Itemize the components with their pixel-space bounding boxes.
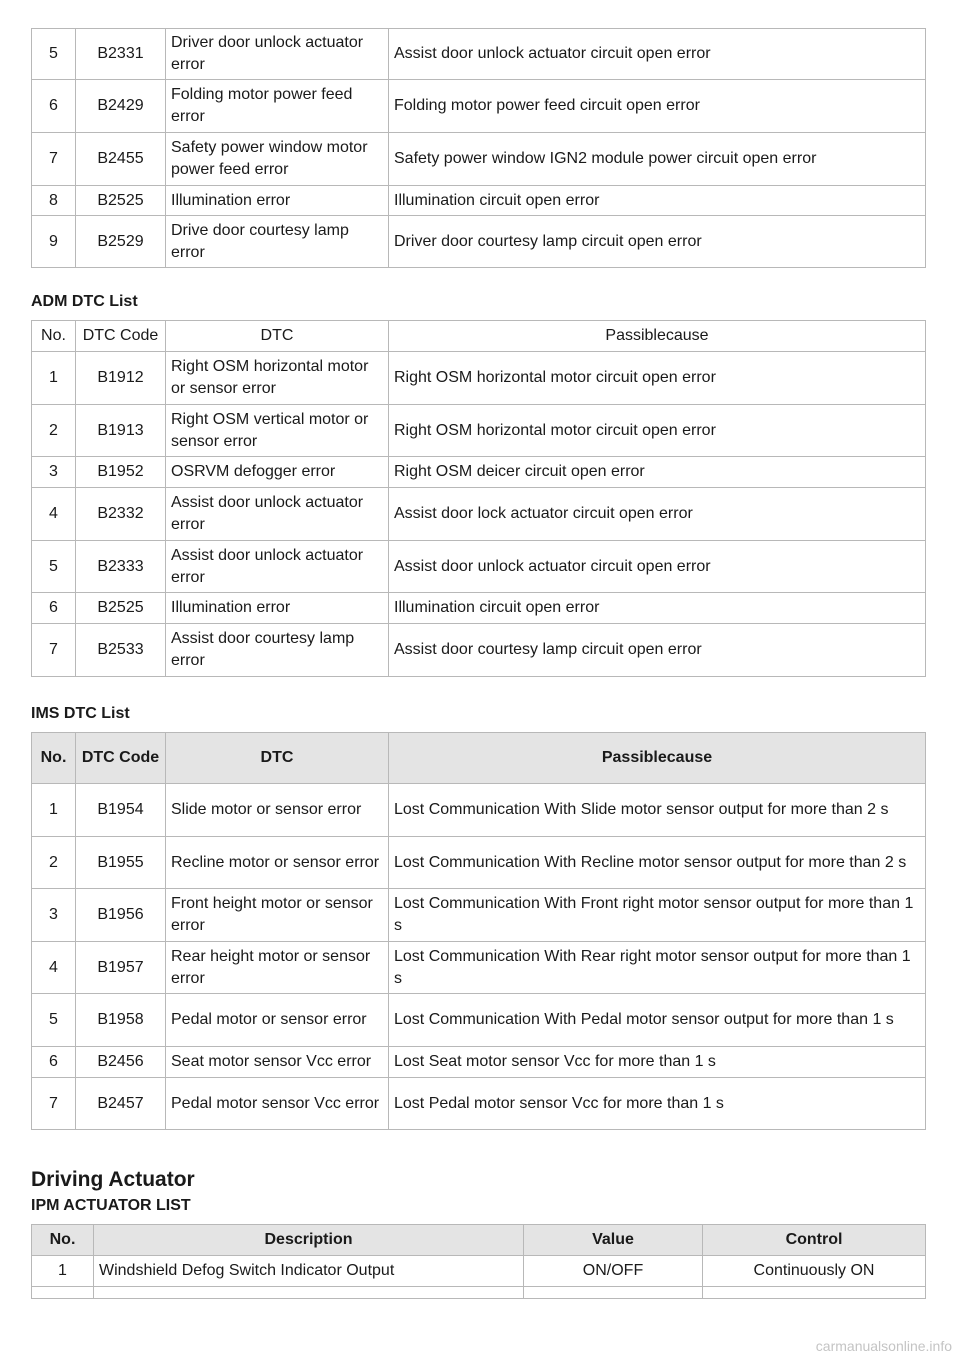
header-dtc: DTC <box>166 733 389 784</box>
cell-no: 2 <box>32 405 76 457</box>
table-header-row <box>32 1225 926 1256</box>
cell-no: 5 <box>32 994 76 1047</box>
cell-no: 5 <box>32 541 76 593</box>
cell-code: B1954 <box>76 784 166 837</box>
cell-dtc: Safety power window motor power feed error <box>166 133 389 186</box>
header-dtc: DTC <box>166 321 389 352</box>
header-cause: Passiblecause <box>389 321 926 352</box>
cell-code: B2331 <box>76 29 166 80</box>
cell-code: B1913 <box>76 405 166 457</box>
cell-cause: Assist door lock actuator circuit open error <box>389 488 926 541</box>
cell-dtc: Pedal motor sensor Vcc error <box>166 1078 389 1130</box>
cell-cause: Illumination circuit open error <box>389 186 926 216</box>
table-row <box>32 994 926 1047</box>
table-row <box>32 352 926 405</box>
cell-cause: Lost Seat motor sensor Vcc for more than 1 s <box>389 1047 926 1078</box>
cell-dtc: Rear height motor or sensor error <box>166 942 389 994</box>
cell-dtc: Right OSM horizontal motor or sensor error <box>166 352 389 405</box>
cell-cause: Lost Communication With Slide motor sensor output for more than 2 s <box>389 784 926 837</box>
cell-dtc: Illumination error <box>166 593 389 624</box>
header-no: No. <box>32 321 76 352</box>
cell-code: B2525 <box>76 186 166 216</box>
header-value: Value <box>524 1225 703 1256</box>
cell-no: 6 <box>32 80 76 133</box>
cell-code: B2333 <box>76 541 166 593</box>
table-header-row <box>32 321 926 352</box>
table-row <box>32 1078 926 1130</box>
cell-cause: Right OSM horizontal motor circuit open error <box>389 405 926 457</box>
header-no: No. <box>32 1225 94 1256</box>
cell-no: 7 <box>32 624 76 677</box>
table-row <box>32 216 926 268</box>
header-description: Description <box>94 1225 524 1256</box>
table-row <box>32 1256 926 1287</box>
table-row <box>32 1047 926 1078</box>
cell-no: 1 <box>32 784 76 837</box>
cell-dtc: Assist door unlock actuator error <box>166 541 389 593</box>
cell-cause: Folding motor power feed circuit open error <box>389 80 926 133</box>
cell-cause: Lost Communication With Rear right motor sensor output for more than 1 s <box>389 942 926 994</box>
cell-control: Continuously ON <box>703 1256 926 1287</box>
cell-dtc: Assist door unlock actuator error <box>166 488 389 541</box>
cell-code: B2455 <box>76 133 166 186</box>
header-dtc-code: DTC Code <box>76 321 166 352</box>
cell-description: Windshield Defog Switch Indicator Output <box>94 1256 524 1287</box>
cell-no: 6 <box>32 1047 76 1078</box>
cell-code: B2429 <box>76 80 166 133</box>
table-row-partial <box>32 1287 926 1299</box>
table-row <box>32 29 926 80</box>
ims-section-title: IMS DTC List <box>31 705 130 722</box>
cell-no: 1 <box>32 1256 94 1287</box>
cell-code: B1912 <box>76 352 166 405</box>
table-row <box>32 784 926 837</box>
cell-no: 2 <box>32 837 76 889</box>
table-row <box>32 457 926 488</box>
cell-dtc: Right OSM vertical motor or sensor error <box>166 405 389 457</box>
cell-dtc: Seat motor sensor Vcc error <box>166 1047 389 1078</box>
cell-cause: Safety power window IGN2 module power circuit open error <box>389 133 926 186</box>
watermark: carmanualsonline.info <box>815 1338 952 1354</box>
cell-no: 3 <box>32 457 76 488</box>
cell-cause: Assist door courtesy lamp circuit open error <box>389 624 926 677</box>
table-row <box>32 593 926 624</box>
cell-dtc: Slide motor or sensor error <box>166 784 389 837</box>
cell-value: ON/OFF <box>524 1256 703 1287</box>
cell-no: 4 <box>32 488 76 541</box>
cell-cause: Lost Communication With Pedal motor sensor output for more than 1 s <box>389 994 926 1047</box>
cell-dtc: Drive door courtesy lamp error <box>166 216 389 268</box>
cell-dtc: Recline motor or sensor error <box>166 837 389 889</box>
header-cause: Passiblecause <box>389 733 926 784</box>
table-row <box>32 624 926 677</box>
cell-no: 7 <box>32 133 76 186</box>
table-row <box>32 942 926 994</box>
cell-cause: Assist door unlock actuator circuit open error <box>389 29 926 80</box>
cell-code: B2525 <box>76 593 166 624</box>
table-row <box>32 837 926 889</box>
cell-code: B2533 <box>76 624 166 677</box>
cell-cause: Assist door unlock actuator circuit open error <box>389 541 926 593</box>
adm-dtc-table <box>31 320 926 677</box>
cell-code: B2332 <box>76 488 166 541</box>
dtc-table-continued <box>31 28 926 268</box>
header-control: Control <box>703 1225 926 1256</box>
header-dtc-code: DTC Code <box>76 733 166 784</box>
cell-no: 5 <box>32 29 76 80</box>
cell-no: 6 <box>32 593 76 624</box>
ipm-actuator-table <box>31 1224 926 1299</box>
cell-code: B1956 <box>76 889 166 942</box>
cell-cause: Lost Pedal motor sensor Vcc for more than 1 s <box>389 1078 926 1130</box>
table-row <box>32 488 926 541</box>
cell-cause: Lost Communication With Front right motor sensor output for more than 1 s <box>389 889 926 942</box>
table-row <box>32 133 926 186</box>
cell-dtc: Assist door courtesy lamp error <box>166 624 389 677</box>
cell-code: B1955 <box>76 837 166 889</box>
cell-code: B2456 <box>76 1047 166 1078</box>
cell-no: 3 <box>32 889 76 942</box>
cell-dtc: Driver door unlock actuator error <box>166 29 389 80</box>
ipm-actuator-list-title: IPM ACTUATOR LIST <box>31 1197 191 1214</box>
cell-no: 4 <box>32 942 76 994</box>
table-row <box>32 541 926 593</box>
adm-section-title: ADM DTC List <box>31 293 138 310</box>
cell-code: B1952 <box>76 457 166 488</box>
table-row <box>32 186 926 216</box>
table-row <box>32 80 926 133</box>
cell-code: B1958 <box>76 994 166 1047</box>
cell-dtc: Folding motor power feed error <box>166 80 389 133</box>
cell-cause: Right OSM deicer circuit open error <box>389 457 926 488</box>
cell-code: B1957 <box>76 942 166 994</box>
table-header-row <box>32 733 926 784</box>
cell-cause: Driver door courtesy lamp circuit open error <box>389 216 926 268</box>
cell-dtc: Illumination error <box>166 186 389 216</box>
cell-no: 8 <box>32 186 76 216</box>
cell-dtc: Front height motor or sensor error <box>166 889 389 942</box>
header-no: No. <box>32 733 76 784</box>
cell-cause: Lost Communication With Recline motor sensor output for more than 2 s <box>389 837 926 889</box>
cell-no: 7 <box>32 1078 76 1130</box>
cell-dtc: OSRVM defogger error <box>166 457 389 488</box>
cell-no: 1 <box>32 352 76 405</box>
cell-no: 9 <box>32 216 76 268</box>
cell-code: B2457 <box>76 1078 166 1130</box>
cell-dtc: Pedal motor or sensor error <box>166 994 389 1047</box>
ims-dtc-table <box>31 732 926 1130</box>
table-row <box>32 889 926 942</box>
driving-actuator-heading: Driving Actuator <box>31 1168 195 1191</box>
table-row <box>32 405 926 457</box>
cell-code: B2529 <box>76 216 166 268</box>
dtc-table-body <box>32 29 926 268</box>
cell-cause: Illumination circuit open error <box>389 593 926 624</box>
cell-cause: Right OSM horizontal motor circuit open error <box>389 352 926 405</box>
